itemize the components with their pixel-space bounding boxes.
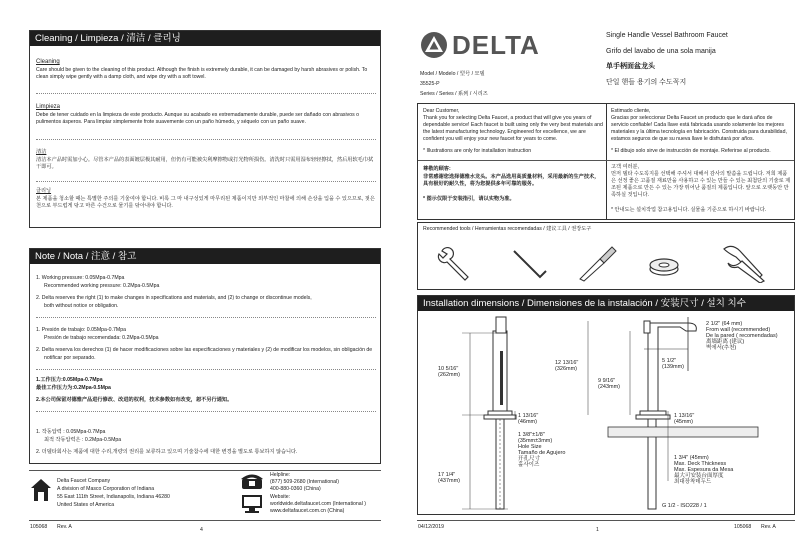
divider: [29, 470, 381, 471]
cleaning-ko-text: 본 제품을 청소할 때는 특별한 주의를 기울여야 합니다. 비록 그 마 내구성있게 마무리된 제품이지만 외부적인 마찰에 의해 손상을 입을 수 있으므로, 젖은 천으로 부드럽게 닦고 마른 수건으로 물기를 닦아내야 합니다.: [36, 196, 375, 209]
note-header: Note / Nota / 注意 / 참고: [30, 249, 380, 264]
dim-deck-a: 1 3/4" (45mm): [674, 455, 709, 461]
dim-hole-c: Hole Size: [518, 444, 542, 450]
dim-spout-mm: (243mm): [598, 384, 621, 390]
customer-es-text: Gracias por seleccionar Delta Faucet un producto que le dará años de servicio confiable! Cada llave está fabricada usando solamente los mejores materiales y la última tecnología en fabricación. Construida para durabilidad, estamos seguros de que su nueva llave le disfrutará por años.: [611, 115, 787, 142]
company-line4: United States of America: [57, 502, 115, 508]
dim-overall-mm: (326mm): [555, 366, 578, 372]
title-es: Grifo del lavabo de una sola manija: [606, 48, 716, 55]
divider: [36, 369, 376, 370]
dim-hole-d: Tamaño de Agujero: [518, 450, 566, 456]
divider-vertical: [606, 104, 607, 219]
divider: [36, 93, 376, 94]
thread-spec: G 1/2 - ISO228 / 1: [662, 503, 707, 509]
dim-deck-e: 최대장착데두드: [674, 479, 712, 485]
note-zh-1a: 1.工作压力:0.05Mpa-0.7Mpa: [36, 377, 103, 383]
helpline-intl: (877) 509-2680 (International): [270, 479, 339, 485]
note-es-1b: Presión de trabajo recomendada: 0.2Mpa-0.5Mpa: [44, 335, 159, 341]
company-line3: 55 East 111th Street, Indianapolis, Indiana 46280: [57, 494, 170, 500]
customer-ko-note: * 안내도는 설치작업 참고용입니다. 실물을 기준으로 하시기 바랍니다.: [611, 207, 767, 213]
dim-hole-f: 홀사이즈: [518, 462, 540, 468]
cleaning-en-text: Care should be given to the cleaning of this product. Although the finish is extremely durable, it can be damaged by harsh abrasives or polish. To clean simply wipe gently with a damp cloth, and wipe dry with a soft towel.: [36, 67, 368, 80]
note-zh-2: 2.本公司保留对德雅产品进行修改、改进的权利，技术参数如有改变，恕不另行通知。: [36, 397, 233, 403]
dim-deck-d: 最大可安装台面厚度: [674, 473, 724, 479]
dim-deck-b: Max. Deck Thickness: [674, 461, 727, 467]
dim-height-top-mm: (262mm): [438, 372, 461, 378]
divider: [36, 139, 376, 140]
installation-section: [417, 295, 795, 515]
dim-shank-in: 17 1/4": [438, 472, 456, 478]
footer-rev: Rev. A: [57, 524, 72, 530]
customer-en-greet: Dear Customer,: [423, 108, 460, 114]
note-ko-2: 2. 더델타회사는 제품에 대한 수리,개량의 권리를 보류하고 있으며 기술참수에 대한 변경을 별도로 통보하지 않습니다.: [36, 449, 298, 455]
note-section: [29, 248, 381, 464]
cleaning-zh-text: 清洁本产品时需加小心。尽管本产品的表面镀层极其耐用，但仍有可能被尖利摩擦物或打光物所损伤。清洗时只需用湿布轻轻擦拭，然后用软毛巾拭干即可。: [36, 157, 374, 170]
dim-spout-in: 9 9/16": [598, 378, 616, 384]
cleaning-header: Cleaning / Limpieza / 清洁 / 클리닝: [30, 31, 380, 46]
divider: [417, 520, 795, 521]
note-es-2b: notificar por separado.: [44, 355, 96, 361]
screwdriver-icon: [578, 243, 618, 283]
title-ko: 단일 핸들 용기의 수도꼭지: [606, 79, 687, 86]
dim-hole-b: (35mm±3mm): [518, 438, 553, 444]
dim-wall-e: 벽에서(추천): [706, 345, 737, 351]
cleaning-en-title: Cleaning: [36, 59, 60, 65]
footer-code: 105068: [30, 524, 48, 530]
customer-ko-text: 먼저 델타 수도꼭지를 선택해 주셔서 대해서 감사의 말씀을 드립니다. 저희 제품은 선정 좋은 고품질 재료만을 사용하고 수 있는 만들 수 있는 최첨단의 기술로 제조된 제품으로 만든 수 있는 가장 뛰어난 품질의 제품입니다. 앞으로 오랫동안 만족하실 것입니다.: [611, 171, 791, 198]
dim-height-top-in: 10 5/16": [438, 366, 459, 372]
dim-base-left-mm: (46mm): [518, 419, 537, 425]
dim-overall-in: 12 13/16": [555, 360, 579, 366]
dim-hole-a: 1 3/8"±1/8": [518, 432, 545, 438]
delta-logo: [420, 30, 550, 60]
divider: [418, 160, 794, 161]
dim-wall-b: From wall (recommended): [706, 327, 771, 333]
dim-base-right-in: 1 13/16": [674, 413, 695, 419]
model-value: 35525-P: [420, 81, 440, 87]
title-zh: 单手柄面盆龙头: [606, 63, 655, 70]
cleaning-section: [29, 30, 381, 228]
phone-icon: [240, 472, 264, 490]
customer-en-note: * Illustrations are only for installation instruction: [423, 148, 532, 154]
customer-es-greet: Estimado cliente,: [611, 108, 651, 114]
right-page: [404, 0, 808, 560]
note-es-1a: 1. Presión de trabajo: 0.05Mpa-0.7Mpa: [36, 327, 126, 333]
note-es-2a: 2. Delta reserva los derechos (1) de hacer modificaciones sobre las especificaciones y materiales y (2) de modificar los modelos, sin obligación de: [36, 347, 373, 353]
website-china[interactable]: www.deltafaucet.com.cn (China): [270, 508, 345, 514]
note-ko-1a: 1. 작동압력 : 0.05Mpa-0.7Mpa: [36, 429, 106, 435]
divider: [36, 317, 376, 318]
customer-zh-text: 非常感谢您选择德雅水龙头。本产品选用高质量材料，采用最新的生产技术，具有极好的耐久性，将为您提供多年可靠的服务。: [423, 174, 600, 187]
cleaning-es-title: Limpieza: [36, 104, 61, 110]
dim-base-left-in: 1 13/16": [518, 413, 539, 419]
model-label: Model / Modelo / 型号 / 모델: [420, 71, 485, 77]
installation-header: Installation dimensions / Dimensiones de la instalación / 安装尺寸 / 설치 치수: [418, 296, 794, 311]
allen-key-icon: [510, 247, 550, 283]
dim-wall-d: 离墙距离 (建议): [706, 339, 745, 345]
customer-zh-greet: 尊敬的顾客:: [423, 166, 451, 172]
page-number: 1: [596, 527, 599, 533]
dim-shank-mm: (437mm): [438, 478, 461, 484]
sealant-tube-icon: [644, 243, 684, 283]
dim-deck-c: Max. Espesura da Mesa: [674, 467, 734, 473]
divider: [29, 520, 381, 521]
customer-en-text: Thank you for selecting Delta Faucet, a product that will give you years of dependable service! Each faucet is built using only the very best materials and the latest manufacturing technology. Engineered for excellence, we are confident you will enjoy your new faucet for years to come.: [423, 115, 603, 142]
tools-section: [417, 222, 795, 290]
dim-reach-in: 5 1/2": [662, 358, 677, 364]
customer-es-note: * El dibujo solo sirve de instrucción de montaje. Referirse al producto.: [611, 148, 771, 154]
customer-section: [417, 103, 795, 220]
note-en-2b: both without notice or obligation.: [44, 303, 119, 309]
series-label: Series / Series / 系列 / 시리즈: [420, 91, 488, 97]
note-zh-1b: 最佳工作压力为:0.2Mpa-0.5Mpa: [36, 385, 111, 391]
title-en: Single Handle Vessel Bathroom Faucet: [606, 32, 728, 39]
dim-base-right-mm: (45mm): [674, 419, 693, 425]
dim-wall-a: 2 1/2" (64 mm): [706, 321, 743, 327]
footer-rev: Rev. A: [761, 524, 776, 530]
pliers-icon: [718, 239, 768, 283]
helpline-china: 400-880-0360 (China): [270, 486, 321, 492]
delta-logo-icon: [420, 31, 448, 59]
cleaning-zh-title: 清洁: [36, 149, 47, 155]
cleaning-ko-title: 클리닝: [36, 188, 52, 194]
note-en-1b: Recommended working pressure: 0.2Mpa-0.5Mpa: [44, 283, 160, 289]
footer-date: 04/12/2019: [418, 524, 444, 530]
house-icon: [30, 478, 52, 502]
cleaning-es-text: Debe de tener cuidado en la limpieza de este producto. Aunque su acabado es extremadamente durable, puede ser dañado con abrasivos o pulimentos ásperos. Para limpiar simplemente frote suavemente con un paño húmedo, y séquelo con un paño suave.: [36, 112, 359, 125]
note-en-1a: 1. Working pressure: 0.05Mpa-0.7Mpa: [36, 275, 125, 281]
wrench-icon: [436, 243, 476, 283]
tools-label: Recommended tools / Herramientas recomendadas / 建议工具 / 권장도구: [423, 226, 592, 232]
footer-code: 105068: [734, 524, 752, 530]
company-name: Delta Faucet Company: [57, 478, 111, 484]
website-label: Website:: [270, 494, 291, 500]
divider: [36, 181, 376, 182]
dim-reach-mm: (139mm): [662, 364, 685, 370]
note-en-2a: 2. Delta reserves the right (1) to make changes in specifications and materials, and (2) to change or discontinue models,: [36, 295, 312, 301]
website-intl[interactable]: worldwide.deltafaucet.com (International ): [270, 501, 367, 507]
dim-wall-c: De la pared ( recomendadas): [706, 333, 778, 339]
divider: [36, 411, 376, 412]
company-line2: A division of Masco Corporation of Indiana: [57, 486, 155, 492]
dim-hole-e: 开孔尺寸: [518, 456, 541, 462]
logo-text: DELTA: [452, 30, 540, 60]
customer-zh-note: * 图示仅限于安装指引，请以实物为准。: [423, 196, 515, 202]
note-ko-1b: 최적 작동압력은 : 0.2Mpa-0.5Mpa: [44, 437, 122, 443]
page-number: 4: [200, 527, 203, 533]
helpline-label: Helpline:: [270, 472, 291, 478]
customer-ko-greet: 고객 여러분,: [611, 164, 639, 170]
monitor-icon: [240, 494, 264, 514]
